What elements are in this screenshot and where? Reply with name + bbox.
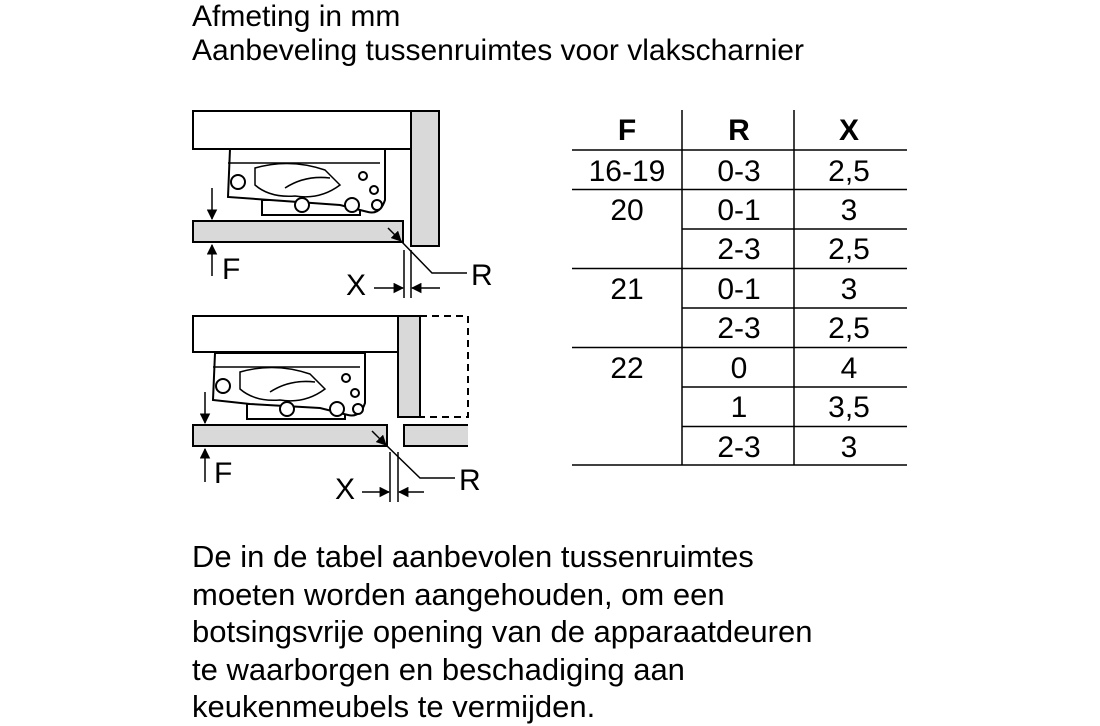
table-cell-r: 2-3	[717, 431, 761, 464]
label-x: X	[335, 473, 356, 506]
cabinet-side-panel	[398, 316, 420, 417]
adjacent-unit-outline	[420, 316, 468, 417]
page-title: Afmeting in mm	[192, 0, 401, 33]
note-line: botsingsvrije opening van de apparaatdeuren	[192, 614, 813, 649]
table-cell-r: 1	[730, 391, 748, 424]
table-header-f: F	[617, 114, 637, 147]
table-cell-f: 16-19	[588, 155, 666, 188]
label-f: F	[222, 253, 241, 286]
r-leader-line	[386, 445, 455, 478]
cabinet-top-panel	[193, 316, 398, 352]
cabinet-side-panel	[411, 111, 439, 246]
label-f: F	[214, 457, 233, 490]
appliance-door-panel	[193, 425, 387, 446]
table-cell-r: 0	[730, 352, 748, 385]
gap-table	[572, 110, 907, 465]
note-line: moeten worden aangehouden, om een	[192, 576, 725, 612]
table-cell-r: 2-3	[717, 233, 761, 266]
table-cell-f: 20	[610, 194, 644, 227]
table-cell-x: 2,5	[828, 155, 870, 188]
table-cell-r: 0-1	[717, 194, 761, 227]
table-cell-x: 3	[840, 431, 858, 464]
table-cell-x: 2,5	[828, 233, 870, 266]
table-cell-r: 0-1	[717, 273, 761, 306]
adjacent-door-panel	[404, 425, 468, 446]
table-cell-x: 3,5	[828, 391, 870, 424]
table-cell-f: 22	[610, 352, 644, 385]
hinge-diagram-bottom	[193, 316, 481, 506]
table-cell-f: 21	[610, 273, 644, 306]
table-cell-x: 3	[840, 273, 858, 306]
hinge-icon	[213, 353, 365, 419]
table-cell-x: 4	[840, 352, 858, 385]
page-subtitle: Aanbeveling tussenruimtes voor vlakscharnier	[192, 34, 804, 67]
table-cell-r: 0-3	[717, 155, 761, 188]
table-cell-x: 3	[840, 194, 858, 227]
table-header-x: X	[838, 114, 860, 147]
appliance-door-panel	[193, 221, 403, 242]
hinge-icon	[228, 149, 385, 215]
note-paragraph	[192, 538, 812, 726]
cabinet-top-panel	[193, 111, 411, 149]
table-header-r: R	[728, 114, 750, 147]
label-r: R	[459, 464, 481, 497]
table-cell-r: 2-3	[717, 312, 761, 345]
label-x: X	[346, 269, 367, 302]
hinge-diagram-top	[193, 111, 493, 302]
note-line: te waarborgen en beschadiging aan	[192, 651, 685, 687]
label-r: R	[471, 259, 493, 292]
note-line: De in de tabel aanbevolen tussenruimtes	[192, 539, 754, 574]
note-line: keukenmeubels te vermijden.	[192, 689, 596, 724]
table-cell-x: 2,5	[828, 312, 870, 345]
